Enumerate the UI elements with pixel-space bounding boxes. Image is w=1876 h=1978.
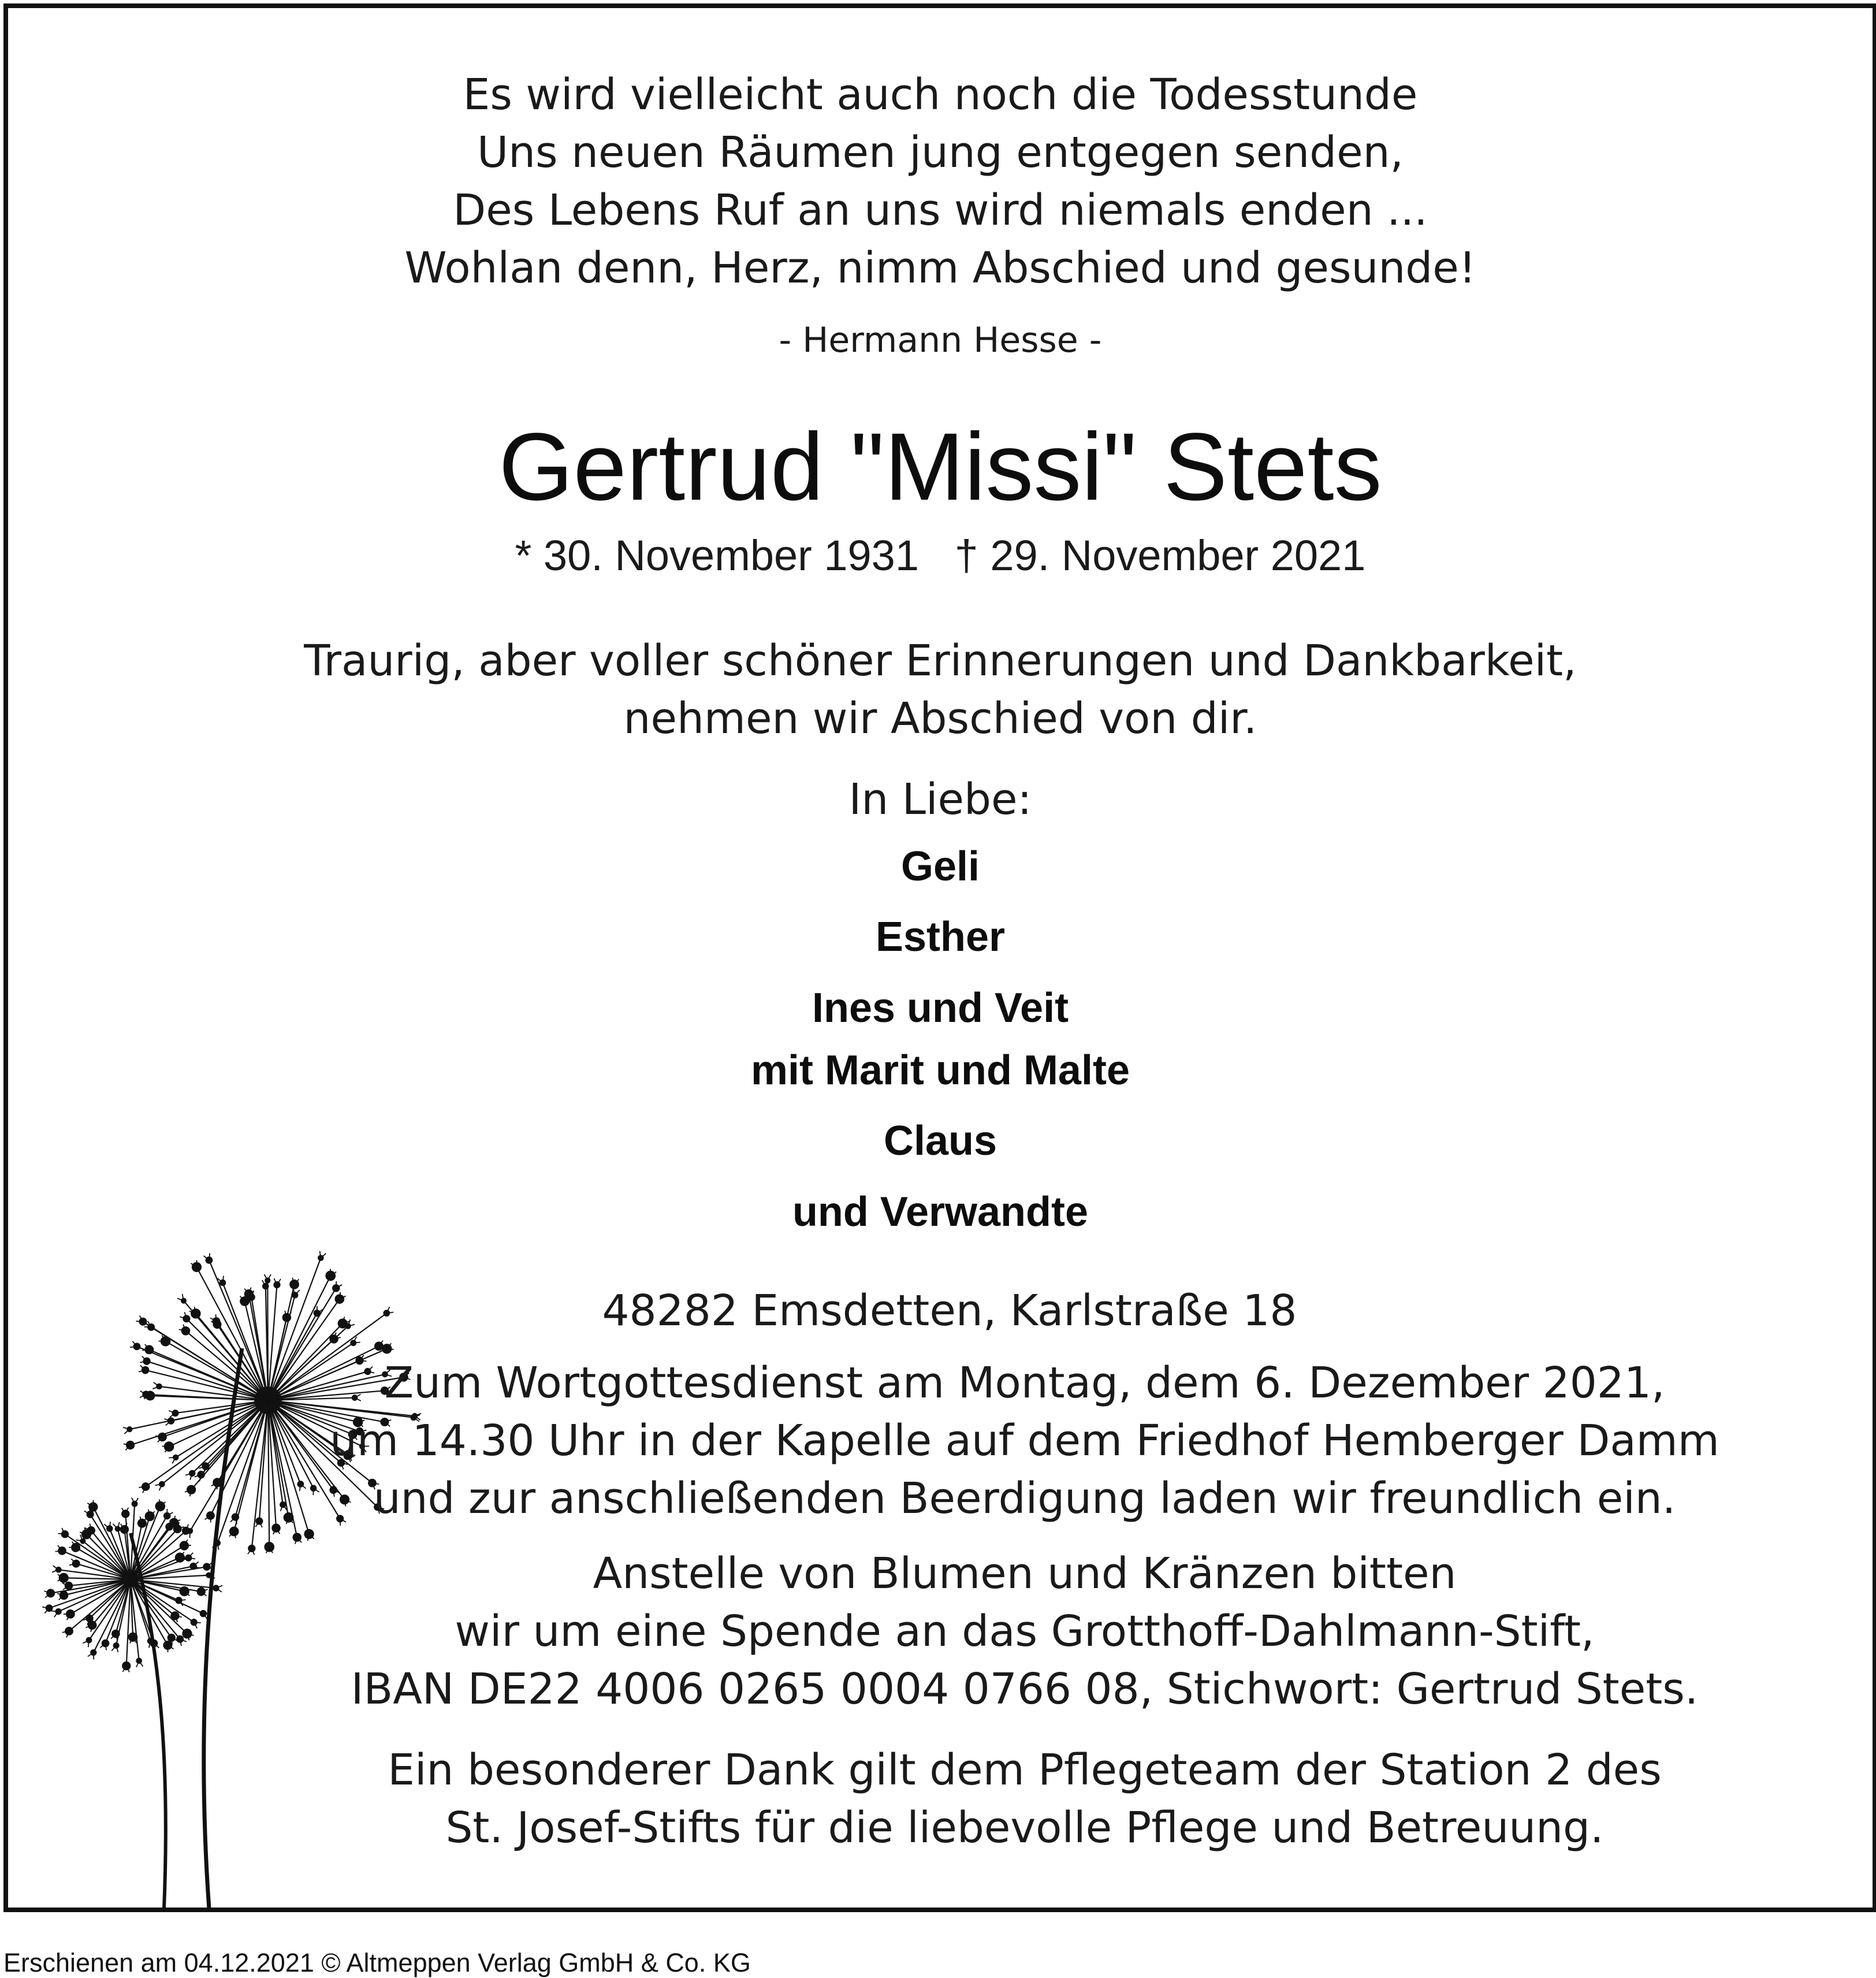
publication-footer: Erschienen am 04.12.2021 © Altmeppen Verlag GmbH & Co. KG	[3, 1948, 751, 1977]
farewell-line: Traurig, aber voller schöner Erinnerungen und Dankbarkeit,	[304, 636, 1577, 686]
deceased-name: Gertrud "Missi" Stets	[498, 414, 1382, 520]
dandelion-tuft	[51, 1611, 58, 1612]
dandelion-tuft	[162, 1446, 169, 1447]
mourner-name: mit Marit und Malte	[750, 1047, 1130, 1094]
dandelion-tuft	[142, 1349, 149, 1350]
service-line: Zum Wortgottesdienst am Montag, dem 6. Dezember 2021,	[384, 1358, 1665, 1408]
donation-line: IBAN DE22 4006 0265 0004 0766 08, Stichwort: Gertrud Stets.	[351, 1664, 1699, 1714]
dandelion-seed	[191, 1308, 201, 1319]
address: 48282 Emsdetten, Karlstraße 18	[602, 1286, 1297, 1336]
dandelion-tuft	[136, 1321, 143, 1322]
donation-line: Anstelle von Blumen und Kränzen bitten	[593, 1549, 1457, 1598]
dandelion-tuft	[58, 1533, 65, 1534]
dandelion-tuft	[215, 1314, 216, 1321]
poem-line: Uns neuen Räumen jung entgegen senden,	[477, 128, 1404, 177]
mourner-name: Ines und Veit	[812, 985, 1069, 1031]
thanks-line: Ein besonderer Dank gilt dem Pflegeteam der Station 2 des	[388, 1745, 1662, 1795]
service-line: und zur anschließenden Beerdigung laden wir freundlich ein.	[373, 1474, 1676, 1523]
dandelion-tuft	[209, 1253, 210, 1260]
service-line: um 14.30 Uhr in der Kapelle auf dem Friedhof Hemberger Damm	[330, 1416, 1719, 1466]
dandelion-tuft	[88, 1640, 89, 1647]
thanks-line: St. Josef-Stifts für die liebevolle Pflege und Betreuung.	[445, 1803, 1604, 1853]
dandelion-seed	[121, 1509, 129, 1518]
dandelion-seed	[132, 1501, 138, 1507]
mourners-intro: In Liebe:	[848, 775, 1032, 824]
donation-line: wir um eine Spende an das Grotthoff-Dahlmann-Stift,	[455, 1607, 1595, 1656]
mourner-name: Claus	[883, 1118, 997, 1164]
dandelion-seed	[122, 1661, 131, 1670]
mourner-name: Geli	[900, 843, 980, 890]
obituary-notice	[3, 3, 1876, 1912]
poem-author: - Hermann Hesse -	[779, 320, 1102, 360]
farewell-line: nehmen wir Abschied von dir.	[623, 694, 1257, 743]
mourner-name: und Verwandte	[792, 1189, 1089, 1235]
life-dates: * 30. November 1931 † 29. November 2021	[515, 531, 1366, 579]
poem-line: Des Lebens Ruf an uns wird niemals enden ...	[453, 185, 1428, 235]
mourner-name: Esther	[875, 914, 1006, 960]
poem-line: Wohlan denn, Herz, nimm Abschied und gesunde!	[404, 243, 1476, 293]
dandelion-seed	[128, 1633, 137, 1642]
poem-line: Es wird vielleicht auch noch die Todesstunde	[463, 70, 1418, 120]
